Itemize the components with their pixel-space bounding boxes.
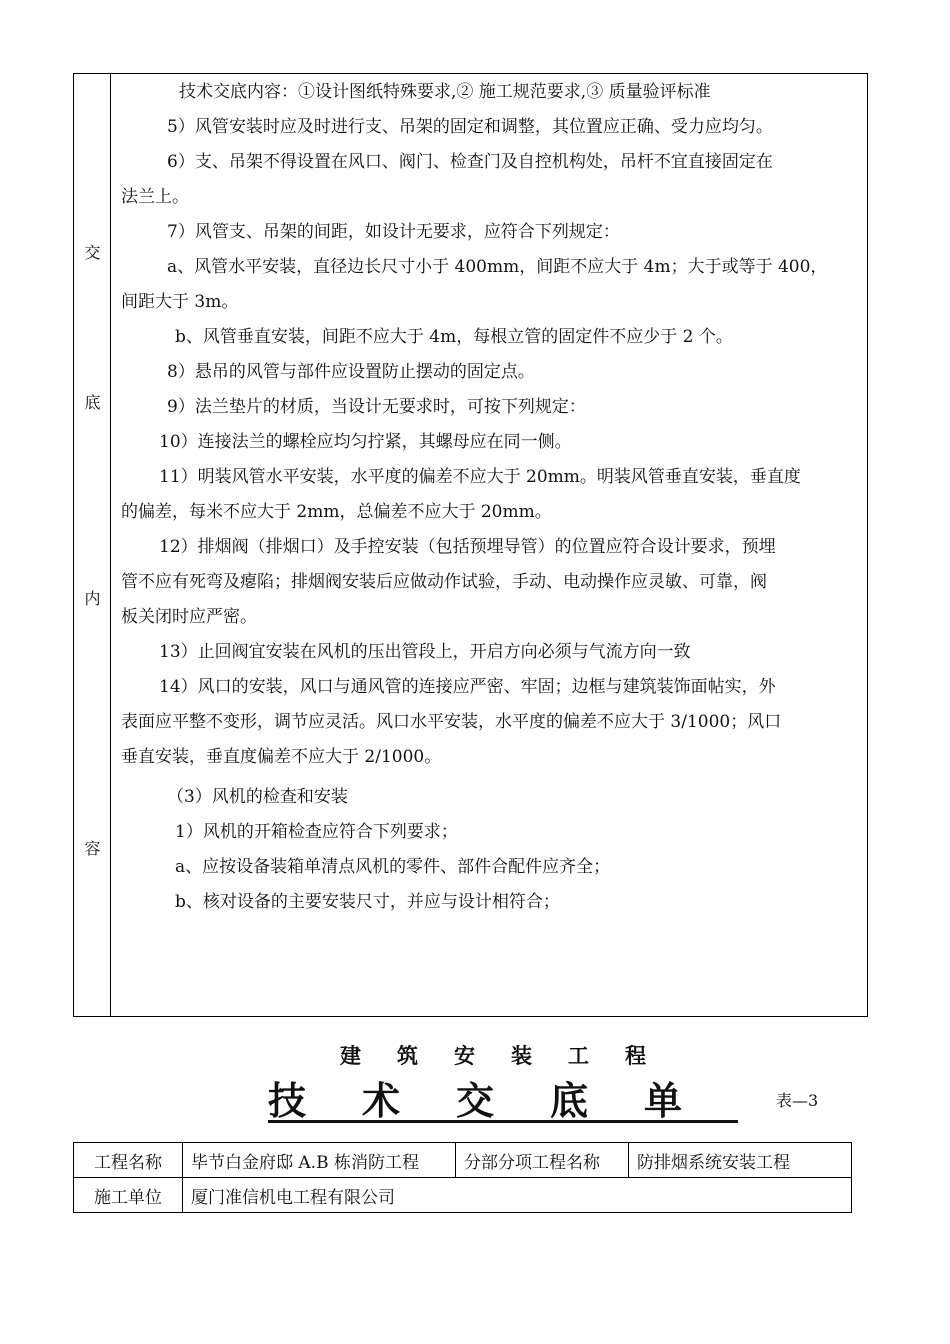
content-line: 6）支、吊架不得设置在风口、阀门、检查门及自控机构处，吊杆不宜直接固定在 (167, 152, 773, 172)
title-large: 技术交底单 (267, 1078, 738, 1123)
subproject-value: 防排烟系统安装工程 (629, 1143, 852, 1178)
title-small: 建筑安装工程 (340, 1043, 682, 1068)
content-line: 7）风管支、吊架的间距，如设计无要求，应符合下列规定： (167, 222, 620, 242)
content-line: a、风管水平安装，直径边长尺寸小于 400mm，间距不应大于 4m；大于或等于 400， (167, 257, 828, 277)
project-name-value: 毕节白金府邸 A.B 栋消防工程 (183, 1143, 456, 1178)
project-name-label: 工程名称 (74, 1143, 183, 1178)
content-line: 的偏差，每米不应大于 2mm，总偏差不应大于 20mm。 (121, 502, 552, 522)
content-line: 垂直安装，垂直度偏差不应大于 2/1000。 (121, 747, 442, 767)
content-line: 5）风管安装时应及时进行支、吊架的固定和调整，其位置应正确、受力应均匀。 (167, 117, 773, 137)
side-label-column (74, 74, 111, 1016)
content-line: a、应按设备装箱单清点风机的零件、部件合配件应齐全； (175, 857, 611, 877)
content-line: 10）连接法兰的螺栓应均匀拧紧，其螺母应在同一侧。 (159, 432, 572, 452)
content-intro: 技术交底内容：①设计图纸特殊要求,② 施工规范要求,③ 质量验评标准 (179, 82, 711, 102)
content-line: 8）悬吊的风管与部件应设置防止摆动的固定点。 (167, 362, 535, 382)
content-line: 表面应平整不变形，调节应灵活。风口水平安装，水平度的偏差不应大于 3/1000；风口 (121, 712, 782, 732)
contractor-label: 施工单位 (74, 1178, 183, 1213)
content-line: b、核对设备的主要安装尺寸，并应与设计相符合； (175, 892, 560, 912)
content-line: 1）风机的开箱检查应符合下列要求； (175, 822, 458, 842)
project-info-table (73, 1142, 852, 1213)
side-label-char: 容 (84, 839, 101, 858)
content-line: 12）排烟阀（排烟口）及手控安装（包括预埋导管）的位置应符合设计要求，预埋 (159, 537, 776, 557)
form-number: 表—3 (776, 1091, 819, 1110)
content-line: 间距大于 3m。 (121, 292, 239, 312)
side-label-char: 内 (84, 589, 101, 608)
content-line: 11）明装风管水平安装，水平度的偏差不应大于 20mm。明装风管垂直安装，垂直度 (159, 467, 801, 487)
contractor-value: 厦门准信机电工程有限公司 (183, 1178, 852, 1213)
disclosure-content-table (73, 73, 868, 1017)
content-line: 14）风口的安装，风口与通风管的连接应严密、牢固；边框与建筑装饰面帖实，外 (159, 677, 776, 697)
table-row (74, 1178, 852, 1213)
content-line: 9）法兰垫片的材质，当设计无要求时，可按下列规定： (167, 397, 586, 417)
subproject-label: 分部分项工程名称 (456, 1143, 629, 1178)
content-line: 13）止回阀宜安装在风机的压出管段上，开启方向必须与气流方向一致 (159, 642, 691, 662)
content-line: （3）风机的检查和安装 (167, 787, 348, 807)
content-line: 板关闭时应严密。 (121, 607, 257, 627)
side-label-char: 交 (84, 243, 101, 262)
table-row (74, 1143, 852, 1178)
content-line: 管不应有死弯及瘪陷；排烟阀安装后应做动作试验，手动、电动操作应灵敏、可靠，阀 (121, 572, 767, 592)
content-line: b、风管垂直安装，间距不应大于 4m，每根立管的固定件不应少于 2 个。 (175, 327, 733, 347)
side-label-char: 底 (84, 393, 101, 412)
content-line: 法兰上。 (121, 187, 189, 207)
